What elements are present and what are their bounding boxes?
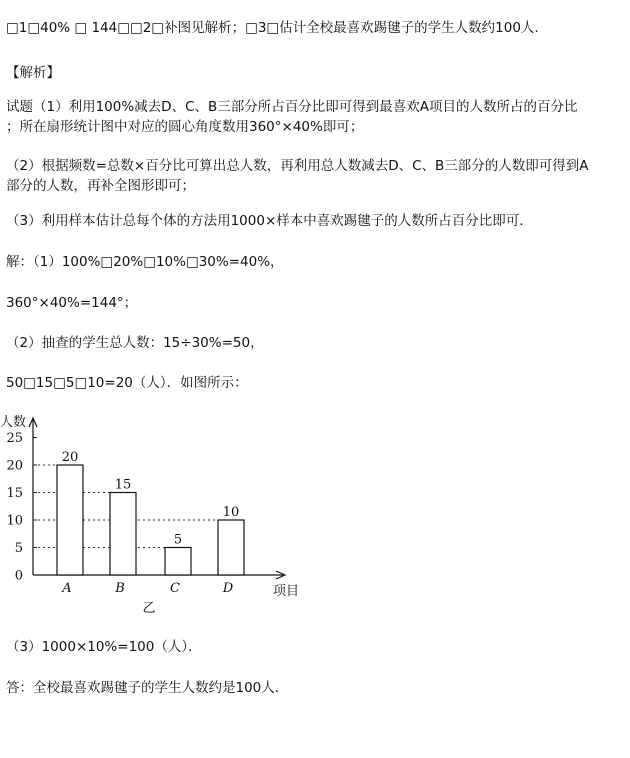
data-label: 20: [61, 450, 79, 465]
x-tick-label: A: [62, 581, 72, 596]
data-label: 15: [114, 477, 132, 493]
x-tick-label: D: [222, 581, 234, 596]
analysis-text-1b: ；所在扇形统计图中对应的圆心角度数用360°×40%即可；: [6, 119, 364, 135]
answer-summary: □1□40% □ 144□□2□补图见解析；□3□估计全校最喜欢踢毽子的学生人数约100人.: [6, 20, 539, 36]
solution-step-2: （2）抽查的学生总人数：15÷30%=50，: [6, 335, 264, 351]
analysis-text-1a: 试题（1）利用100%减去D、C、B三部分所占百分比即可得到最喜欢A项目的人数所占的百分比: [6, 99, 578, 115]
solution-step-2b: 50□15□5□10=20（人）．如图所示：: [6, 375, 248, 391]
solution-step-1b: 360°×40%=144°；: [6, 295, 138, 311]
bar-C: [165, 548, 191, 576]
final-answer: 答：全校最喜欢踢毽子的学生人数约是100人．: [6, 680, 289, 696]
solution-step-3: （3）1000×10%=100（人）．: [6, 639, 202, 655]
y-tick-label: 10: [6, 513, 23, 529]
x-tick-label: B: [115, 581, 125, 596]
y-tick-label: 5: [14, 541, 23, 556]
y-tick-label: 20: [6, 458, 23, 474]
data-label: 10: [222, 505, 240, 520]
analysis-text-2a: （2）根据频数=总数×百分比可算出总人数，再利用总人数减去D、C、B三部分的人数即可得到A: [6, 158, 589, 174]
y-axis-title: 人数: [0, 415, 27, 430]
x-tick-label: C: [170, 581, 180, 596]
x-axis-title: 项目: [273, 584, 300, 599]
bar-A: [57, 465, 83, 575]
y-tick-label: 0: [14, 568, 23, 584]
data-label: 5: [173, 532, 183, 548]
y-tick-label: 15: [6, 486, 23, 501]
y-tick-label: 25: [6, 431, 23, 446]
bar-B: [110, 493, 136, 576]
bar-chart: [0, 408, 320, 628]
analysis-text-2b: 部分的人数，再补全图形即可；: [6, 178, 195, 194]
bar-D: [218, 520, 244, 575]
chart-caption: 乙: [142, 601, 156, 616]
analysis-text-3: （3）利用样本估计总每个体的方法用1000×样本中喜欢踢毽子的人数所占百分比即可．: [6, 213, 533, 229]
analysis-heading: 【解析】: [6, 65, 60, 81]
solution-step-1: 解：（1）100%□20%□10%□30%=40%，: [6, 254, 284, 270]
